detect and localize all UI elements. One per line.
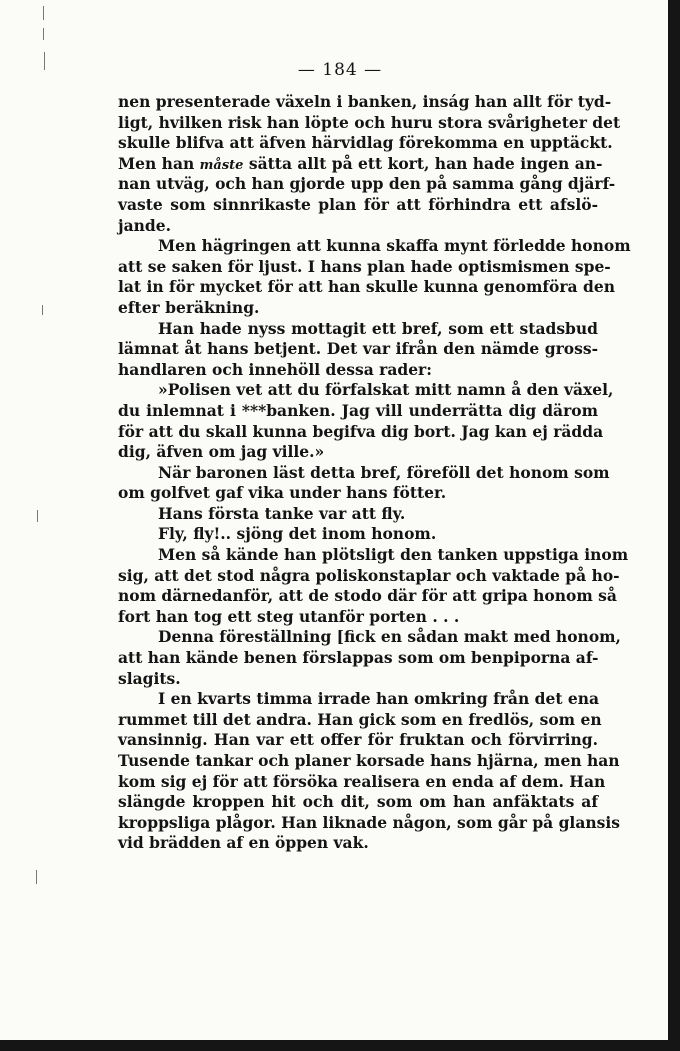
text-line (118, 751, 620, 772)
text-line-segment: Fly, fly!.. sjöng det inom honom. (158, 524, 437, 544)
text-line (118, 339, 598, 360)
text-line-segment: Men han (118, 153, 200, 173)
margin-mark (43, 6, 44, 20)
margin-mark (36, 870, 37, 884)
text-line (118, 256, 611, 278)
text-line-segment: jande. (118, 215, 172, 235)
text-line-segment: kom sig ej för att försöka realisera en enda af dem. Han (118, 771, 606, 791)
text-line (118, 153, 603, 175)
text-line-segment: skulle blifva att äfven härvidlag förekomma en upptäckt. (118, 133, 613, 153)
text-line (118, 92, 612, 113)
text-line-segment: I en kvarts timma irrade han omkring från det ena (158, 689, 600, 709)
text-line (118, 771, 606, 793)
text-line (118, 669, 598, 690)
text-line (118, 586, 617, 607)
text-line-segment: rummet till det andra. Han gick som en fredlös, som en (118, 709, 602, 729)
text-line (118, 504, 598, 525)
text-line (118, 730, 598, 751)
text-line (118, 112, 621, 134)
text-line-segment: lämnat åt hans betjent. Det var ifrån den nämde gross- (118, 339, 598, 359)
text-line (118, 524, 598, 545)
body-text (118, 92, 631, 854)
text-line-segment: ligt, hvilken risk han löpte och huru stora svårigheter det (118, 112, 621, 132)
text-line-segment: Tusende tankar och planer korsade hans hjärna, men han (118, 751, 620, 770)
text-line (118, 195, 598, 216)
page-number: — 184 — (297, 60, 383, 80)
text-line-segment: att se saken för ljust. I hans plan hade optismismen spe- (118, 256, 611, 276)
text-line-segment: Hans första tanke var att fly. (158, 503, 406, 523)
text-line (118, 565, 620, 587)
margin-mark (42, 305, 43, 315)
text-line (118, 545, 629, 566)
text-line-segment: nom därnedanför, att de stodo där för att gripa honom så (118, 586, 617, 606)
scan-border-bottom (0, 1040, 680, 1051)
text-line (118, 812, 620, 834)
text-line (118, 216, 598, 237)
text-line (118, 627, 621, 648)
margin-mark (43, 28, 44, 40)
text-line-segment: kroppsliga plågor. Han liknade någon, som går på glansis (118, 812, 620, 832)
text-line-segment: efter beräkning. (118, 297, 260, 317)
scan-border-right (668, 0, 680, 1051)
text-line (118, 360, 598, 381)
text-line (118, 380, 614, 401)
text-line-segment: Men så kände han plötsligt den tanken uppstiga inom (158, 545, 629, 565)
text-line (118, 133, 613, 154)
text-line-segment: Men hägringen att kunna skaffa mynt förledde honom (158, 236, 631, 256)
text-line (118, 236, 631, 257)
text-line (118, 421, 604, 443)
text-line-segment: slagits. (118, 668, 181, 688)
text-line-segment: fort han tog ett steg utanför porten . . . (118, 606, 460, 626)
text-line-segment: nan utväg, och han gjorde upp den på samma gång djärf- (118, 174, 616, 194)
text-line-segment: Han hade nyss mottagit ett bref, som ett stadsbud (158, 318, 598, 338)
text-line-segment: vansinnig. Han var ett offer för fruktan och förvirring. (118, 730, 598, 750)
text-line-segment: handlaren och innehöll dessa rader: (118, 359, 432, 379)
text-line (118, 442, 598, 463)
emphasized-word: måste (199, 157, 244, 173)
text-line-segment: för att du skall kunna begifva dig bort. Jag kan ej rädda (118, 421, 604, 441)
text-line (118, 401, 598, 422)
text-line-segment: dig, äfven om jag ville.» (118, 442, 325, 462)
text-line-segment: »Polisen vet att du förfalskat mitt namn å den växel, (158, 380, 614, 400)
text-line (118, 689, 598, 710)
text-line (118, 709, 602, 731)
text-line-segment: vid brädden af en öppen vak. (118, 833, 369, 853)
text-line-segment: om golfvet gaf vika under hans fötter. (118, 483, 447, 503)
text-line (118, 607, 598, 628)
text-line-segment: lat in för mycket för att han skulle kunna genomföra den (118, 277, 615, 297)
text-line-segment: att han kände benen förslappas som om benpiporna af- (118, 648, 599, 668)
margin-mark (37, 510, 38, 522)
text-line-segment: sig, att det stod några poliskonstaplar och vaktade på ho- (118, 565, 620, 585)
text-line (118, 483, 598, 504)
text-line-segment: du inlemnat i ***banken. Jag vill underrätta dig därom (118, 400, 598, 420)
text-line (118, 462, 610, 484)
text-line (118, 833, 598, 854)
text-line (118, 174, 616, 195)
text-line-segment: När baronen läst detta bref, föreföll det honom som (158, 462, 610, 482)
text-line (118, 319, 598, 340)
text-line-segment: nen presenterade växeln i banken, inság han allt för tyd- (118, 92, 612, 111)
text-line-segment: vaste som sinnrikaste plan för att förhindra ett afslö- (118, 194, 598, 214)
text-line (118, 277, 615, 298)
text-line-segment: sätta allt på ett kort, han hade ingen an- (243, 153, 603, 173)
text-line-segment: Denna föreställning [fick en sådan makt med honom, (158, 627, 621, 647)
text-line (118, 648, 598, 669)
text-line (118, 792, 598, 813)
text-line (118, 298, 598, 319)
text-line-segment: slängde kroppen hit och dit, som om han anfäktats af (118, 792, 598, 812)
